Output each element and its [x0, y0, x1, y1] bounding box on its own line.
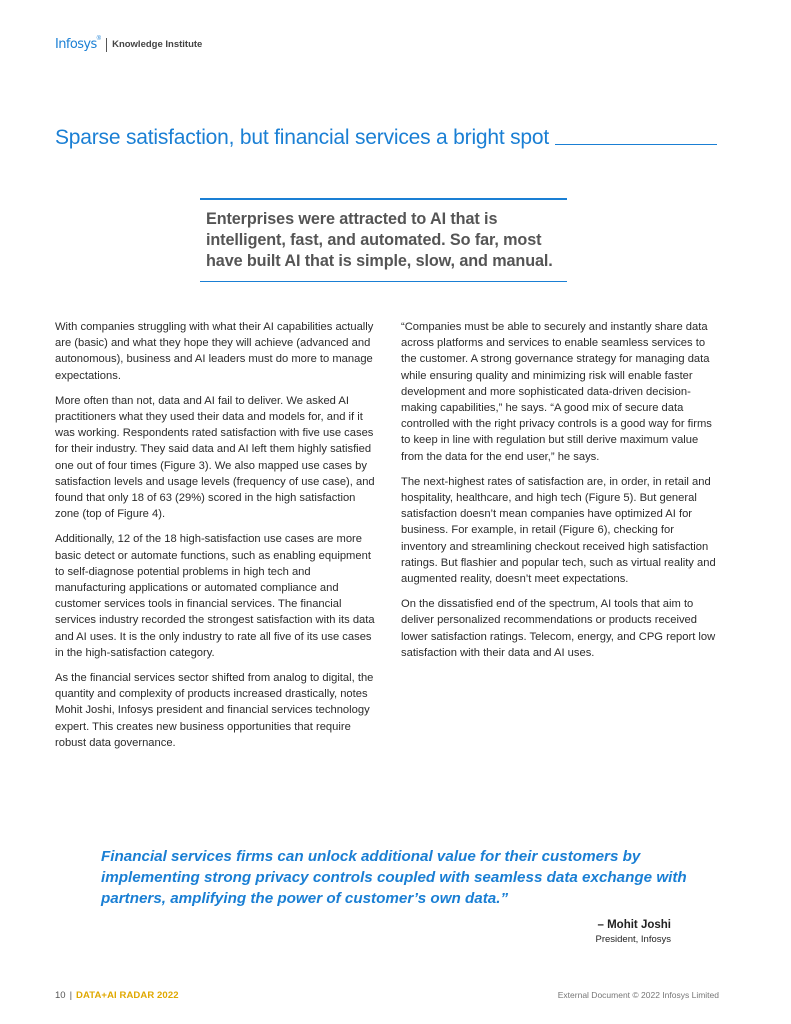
- title-rule: [555, 144, 717, 146]
- paragraph: Additionally, 12 of the 18 high-satisfaction use cases are more basic detect or automate functions, such as enabling equipment to self-diagnose potential problems in high tech and manufacturing applications or automated compliance and customer services tools in financial services. The financial services industry recorded the strongest satisfaction with its data and AI uses. It is the only industry to rate all five of its use cases in the high-satisfaction category.: [55, 533, 375, 659]
- quote-author: – Mohit Joshi: [597, 919, 671, 931]
- copyright-notice: External Document © 2022 Infosys Limited: [557, 990, 719, 1000]
- section-title: Sparse satisfaction, but financial services a bright spot: [55, 126, 550, 149]
- infosys-logo: [55, 37, 202, 52]
- page-number: 10: [55, 990, 66, 1001]
- paragraph: With companies struggling with what their AI capabilities actually are (basic) and what they hope they will achieve (advanced and autonomous), business and AI leaders must do more to manage expectations.: [55, 321, 374, 382]
- body-column-right: [401, 319, 721, 670]
- report-name: DATA+AI RADAR 2022: [76, 990, 179, 1001]
- callout-box: [200, 198, 567, 282]
- quote-author-role: President, Infosys: [595, 934, 671, 945]
- subbrand-name: Knowledge Institute: [112, 39, 203, 50]
- callout-bottom-rule: [200, 281, 567, 283]
- quote-attribution: [595, 917, 671, 946]
- paragraph: As the financial services sector shifted from analog to digital, the quantity and complexity of products increased drastically, notes Mohit Joshi, Infosys president and financial services technology expert. This creates new business opportunities that require robust data governance.: [55, 672, 374, 749]
- paragraph: On the dissatisfied end of the spectrum, AI tools that aim to deliver personalized recommendations or products received lower satisfaction ratings. Telecom, energy, and CPG report low satisfaction with their data and AI uses.: [401, 598, 716, 659]
- logo-divider: [106, 38, 107, 52]
- footer-page-info: [55, 990, 179, 1001]
- brand-name: Infosys: [55, 37, 97, 52]
- registered-mark: ®: [96, 35, 102, 42]
- footer-separator: |: [69, 990, 73, 1001]
- pull-quote: Financial services firms can unlock additional value for their customers by implementing strong privacy controls coupled with seamless data exchange with partners, amplifying the power of customer’s own data.”: [101, 848, 687, 907]
- callout-text: Enterprises were attracted to AI that is intelligent, fast, and automated. So far, most have built AI that is simple, slow, and manual.: [206, 209, 553, 270]
- body-column-left: [55, 319, 375, 760]
- section-header: [55, 126, 717, 150]
- paragraph: More often than not, data and AI fail to deliver. We asked AI practitioners what they used their data and models for, and if it was working. Respondents rated satisfaction with five use cases for their industry. They said data and AI left them highly satisfied one out of four times (Figure 3). We also mapped use cases by satisfaction levels and usage levels (frequency of use case), and found that only 18 of 63 (29%) scored in the high satisfaction zone (top of Figure 4).: [55, 394, 375, 521]
- paragraph: The next-highest rates of satisfaction are, in order, in retail and hospitality, healthcare, and high tech (Figure 5). But general satisfaction doesn’t mean companies have optimized AI for business. For example, in retail (Figure 6), checking for inventory and streamlining checkout received high satisfaction ratings. But flashier and popular tech, such as virtual reality and augmented reality, doesn’t meet expectations.: [401, 475, 716, 586]
- paragraph: “Companies must be able to securely and instantly share data across platforms and services to enable seamless services to the customer. A strong governance strategy for managing data while ensuring quality and minimizing risk will enable faster development and more sophisticated data-driven decision-making capabilities,” he says. “A good mix of secure data controlled with the right privacy controls is a good way for firms to keep in line with regulation but still derive maximum value from the data for the end user,” he says.: [401, 321, 712, 463]
